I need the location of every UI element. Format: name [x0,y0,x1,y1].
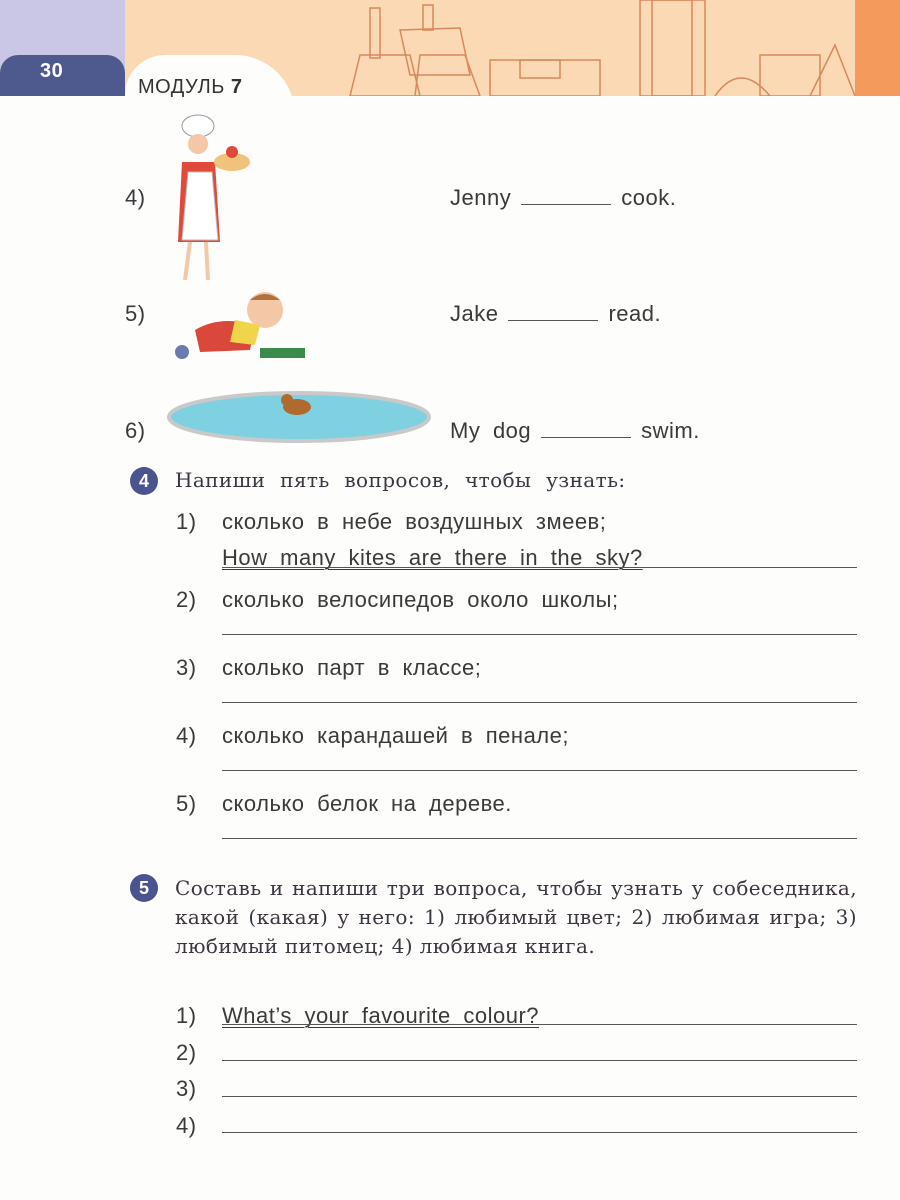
task4-item-text: сколько в небе воздушных змеев; [222,509,607,534]
task4-item-text: сколько парт в классе; [222,655,482,680]
task-number-badge: 5 [130,874,158,902]
answer-line[interactable] [222,838,857,839]
task5-answer-1[interactable]: What’s your favourite colour? [222,1003,540,1028]
sentence-verb: cook. [621,185,677,210]
sentence-subject: Jenny [450,185,512,210]
task5-answer-num: 3) [176,1076,197,1101]
crawling-baby-illustration [170,290,310,365]
sentence-subject: Jake [450,301,499,326]
task4-item-num: 4) [176,723,197,748]
sentence-subject: My dog [450,418,532,443]
task4-item-text: сколько карандашей в пенале; [222,723,569,748]
dog-in-pond-illustration [162,385,437,445]
answer-line[interactable] [222,1132,857,1133]
task4-item-num: 2) [176,587,197,612]
task5-answer-num: 2) [176,1040,197,1065]
answer-line[interactable] [222,770,857,771]
sentence-verb: swim. [641,418,700,443]
task4-item-num: 5) [176,791,197,816]
answer-line[interactable] [222,1024,857,1025]
city-skyline-illustration [340,0,855,96]
answer-line[interactable] [222,702,857,703]
sentence-num-6: 6) [125,418,146,443]
module-title [138,76,243,99]
right-edge-stripe [855,0,900,96]
woman-cook-illustration [160,112,255,284]
task5-title: Составь и напиши три вопроса, чтобы узнать у собеседника, какой (какая) у него: 1) любимый цвет; 2) любимая игра; 3) любимый питомец; 4) любимая книга. [175,876,857,958]
page-number: 30 [40,60,64,82]
answer-line[interactable] [222,567,857,568]
task4-item-text: сколько белок на дереве. [222,791,512,816]
sentence-4 [450,185,676,211]
task5-answer-num: 4) [176,1113,197,1138]
sentence-6 [450,418,700,444]
task4-title: Напиши пять вопросов, чтобы узнать: [175,468,626,492]
task4-item-num: 3) [176,655,197,680]
sentence-num-5: 5) [125,301,146,326]
module-number: 7 [230,76,243,98]
header-bottom-edge [0,96,900,116]
answer-line[interactable] [222,1060,857,1061]
task-number-badge: 4 [130,467,158,495]
sentence-verb: read. [608,301,662,326]
answer-blank[interactable] [521,186,611,205]
sentence-5 [450,301,661,327]
answer-line[interactable] [222,1096,857,1097]
answer-blank[interactable] [508,302,598,321]
task4-item-num: 1) [176,509,197,534]
sentence-num-4: 4) [125,185,146,210]
task4-item-text: сколько велосипедов около школы; [222,587,619,612]
answer-line[interactable] [222,634,857,635]
module-label: МОДУЛЬ [138,76,225,98]
answer-blank[interactable] [541,419,631,438]
task4-answer-1[interactable]: How many kites are there in the sky? [222,545,643,570]
task5-answer-num: 1) [176,1003,197,1028]
